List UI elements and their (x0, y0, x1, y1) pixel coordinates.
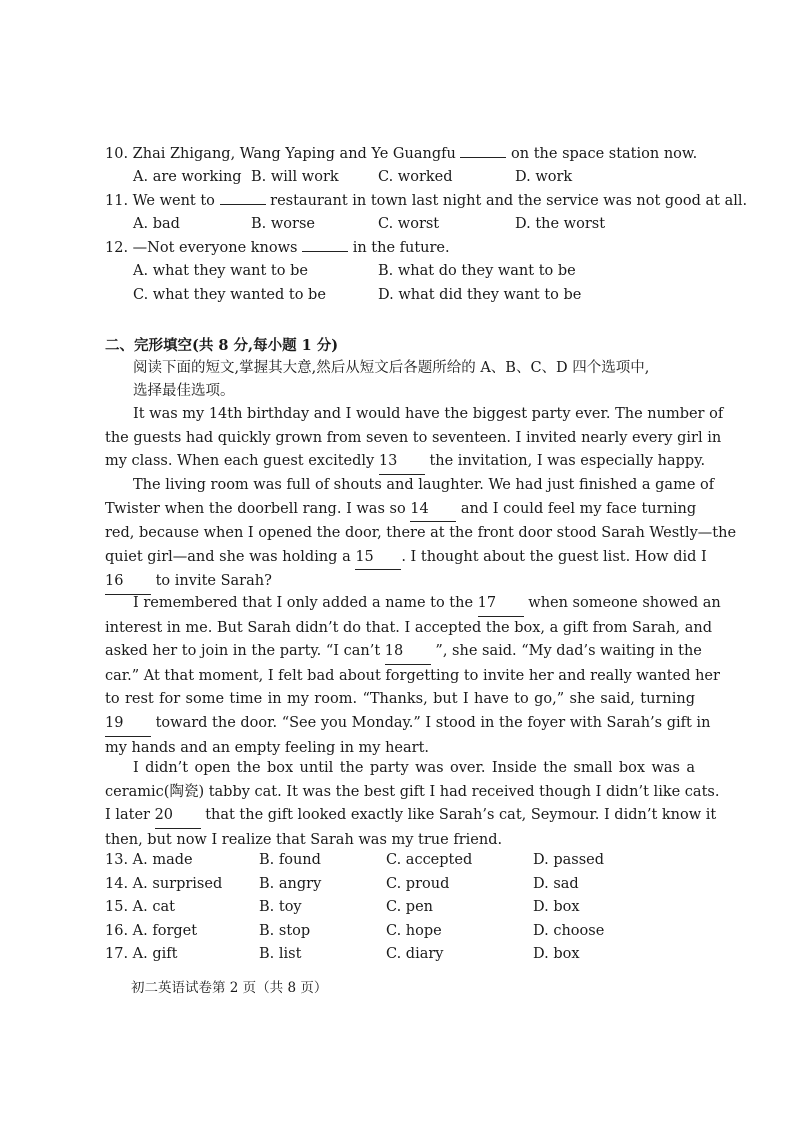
question-number: 11. (105, 193, 129, 209)
question-number: 12. (105, 240, 129, 256)
option-b: B. what do they want to be (378, 263, 576, 279)
cloze-blank-14: 14 (410, 498, 456, 523)
option-a: A. bad (133, 216, 180, 232)
answer-blank (302, 251, 348, 252)
section-heading: 二、完形填空(共 8 分,每小题 1 分) (105, 337, 339, 354)
passage-paragraph-4: I didn’t open the box until the party was over. Inside the small box was a ceramic(陶瓷) tabby cat. It was the best gift I had received though I didn’t like cats. I later 20 that the gift looked exactly like Sarah’s cat, Seymour. I didn’t know it then, but now I realize that Sarah was my true friend. (105, 760, 720, 848)
option-d: D. the worst (515, 216, 606, 232)
option-c: C. worst (378, 216, 440, 232)
answer-blank (460, 157, 506, 158)
option-a: A. what they want to be (133, 263, 308, 279)
passage-paragraph-2: The living room was full of shouts and laughter. We had just finished a game of Twister when the doorbell rang. I was so 14 and I could feel my face turning red, because when I opened the door, there at the front door stood Sarah Westly—the quiet girl—and she was holding a 15 . I thought about the guest list. How did I 16 to invite Sarah? (105, 474, 695, 595)
cloze-option-row: 14. A. surprised (105, 876, 223, 892)
cloze-blank-16: 16 (105, 570, 151, 595)
cloze-blank-15: 15 (355, 546, 401, 571)
question-number: 10. (105, 146, 129, 162)
cloze-blank-13: 13 (379, 450, 425, 475)
option-c: C. worked (378, 169, 453, 185)
passage-paragraph-3: I remembered that I only added a name to the 17 when someone showed an interest in me. But Sarah didn’t do that. I accepted the box, a gift from Sarah, and asked her to join in the party. “I can’t 18 ”, she said. “My dad’s waiting in the car.” At that moment, I felt bad about forgetting to invite her and really wanted her to rest for some time in my room. “Thanks, but I have to go,” she said, turning 19 toward the door. “See you Monday.” I stood in the foyer with Sarah’s gift in my hands and an empty feeling in my heart. (105, 592, 695, 760)
option-b: B. will work (251, 169, 339, 185)
cloze-blank-20: 20 (155, 804, 201, 829)
cloze-blank-19: 19 (105, 712, 151, 737)
section-instruction-cont: 选择最佳选项。 (133, 383, 235, 399)
section-instruction: 阅读下面的短文,掌握其大意,然后从短文后各题所给的 A、B、C、D 四个选项中, (133, 360, 650, 376)
option-b: B. worse (251, 216, 315, 232)
answer-blank (220, 204, 266, 205)
option-d: D. work (515, 169, 573, 185)
option-d: D. what did they want to be (378, 287, 582, 303)
option-a: A. are working (133, 169, 242, 185)
cloze-blank-17: 17 (478, 592, 524, 617)
question-stem: 10. Zhai Zhigang, Wang Yaping and Ye Guangfu on the space station now. (105, 146, 698, 162)
cloze-option-row: 16. A. forget (105, 923, 198, 939)
option-c: C. what they wanted to be (133, 287, 326, 303)
passage-paragraph-1: It was my 14th birthday and I would have the biggest party ever. The number of the guests had quickly grown from seven to seventeen. I invited nearly every girl in my class. When each guest excitedly 13 the invitation, I was especially happy. (105, 403, 695, 475)
cloze-blank-18: 18 (385, 640, 431, 665)
cloze-option-row: 13. A. made (105, 852, 193, 868)
question-stem: 12. —Not everyone knows in the future. (105, 240, 450, 256)
cloze-option-row: 15. A. cat (105, 899, 175, 915)
question-stem: 11. We went to restaurant in town last night and the service was not good at all. (105, 193, 748, 209)
cloze-option-row: 17. A. gift (105, 946, 178, 962)
page-footer: 初二英语试卷第 2 页（共 8 页） (131, 980, 328, 996)
